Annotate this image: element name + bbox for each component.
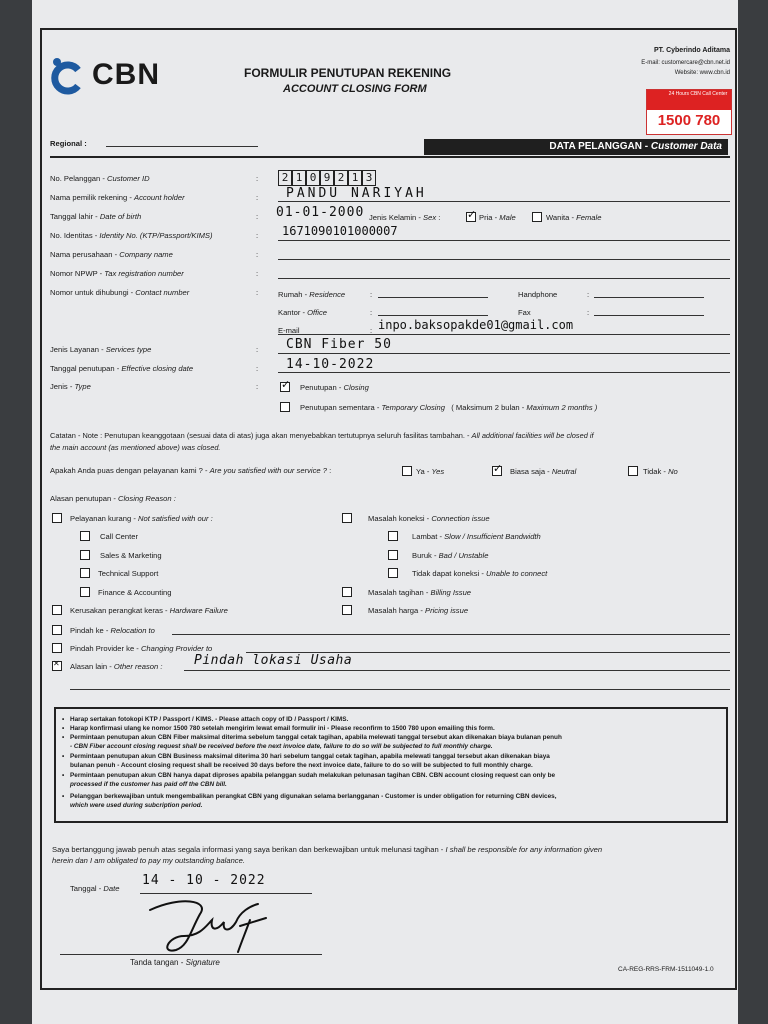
temp-closing-label: Penutupan sementara - Temporary Closing ( Maksimum 2 bulan - Maximum 2 months ) xyxy=(300,403,598,412)
customer-id-digit[interactable]: 1 xyxy=(348,170,362,186)
dob-value[interactable]: 01-01-2000 xyxy=(276,205,365,220)
npwp-label: Nomor NPWP - Tax registration number xyxy=(50,269,184,278)
satisfied-no-checkbox[interactable] xyxy=(628,466,638,476)
customer-id-digit[interactable]: 9 xyxy=(320,170,334,186)
fax-label: Fax xyxy=(518,308,531,317)
reason-unstable-label: Buruk - Bad / Unstable xyxy=(412,551,489,560)
instruction-item-cont: processed if the customer has paid off the CBN bill. xyxy=(70,781,227,788)
customer-id-label: No. Pelanggan - Customer ID xyxy=(50,174,150,183)
hotline-badge xyxy=(646,89,732,135)
statement-text: Saya bertanggung jawab penuh atas segala informasi yang saya berikan dan berkewajiban untuk melunasi tagihan - I shall be responsible for any information given xyxy=(52,845,603,854)
reason-service-checkbox[interactable] xyxy=(52,513,62,523)
instruction-item: • Harap konfirmasi ulang ke nomor 1500 780 setelah mengirim lewat email formulir ini - Please reconfirm to 1500 780 upon emailing this form. xyxy=(70,725,495,733)
customer-id-digit[interactable]: 2 xyxy=(278,170,292,186)
male-checkbox[interactable] xyxy=(466,212,476,222)
id-value[interactable]: 1671090101000007 xyxy=(282,224,398,238)
closing-checkbox[interactable] xyxy=(280,382,290,392)
note-text-en: the main account (as mentioned above) was closed. xyxy=(50,443,221,452)
reason-callcenter-label: Call Center xyxy=(100,532,138,541)
section-divider xyxy=(50,156,730,158)
instruction-item-cont: - CBN Fiber account closing request shall be received before the next invoice date, failure to do so will be subjected to full monthly charge. xyxy=(70,743,493,750)
regional-line xyxy=(106,146,258,147)
instruction-item: • Permintaan penutupan akun CBN Fiber maksimal diterima sebelum tanggal cetak tagihan, apabila melewati tanggal tersebut akan dikenakan biaya bulanan penuh xyxy=(70,734,562,742)
hotline-number: 1500 780 xyxy=(657,112,721,129)
handphone-label: Handphone xyxy=(518,290,558,299)
reason-other-value[interactable]: Pindah lokasi Usaha xyxy=(194,653,353,668)
satisfied-neutral-checkbox[interactable] xyxy=(492,466,502,476)
customer-id-digit[interactable]: 0 xyxy=(306,170,320,186)
relocation-field[interactable] xyxy=(172,634,730,635)
statement-text-en: herein dan I am obligated to pay my outstanding balance. xyxy=(52,856,245,865)
instruction-item: • Pelanggan berkewajiban untuk mengembalikan perangkat CBN yang digunakan selama berlangganan - Customer is under obligation for returning CBN devices, xyxy=(70,793,557,801)
reason-service-label: Pelayanan kurang - Not satisfied with our : xyxy=(70,514,213,523)
male-label: Pria - Male xyxy=(479,213,516,222)
company-website: Website: www.cbn.id xyxy=(674,70,730,76)
reason-relocation-checkbox[interactable] xyxy=(52,625,62,635)
note-text: Catatan - Note : Penutupan keanggotaan (sesuai data di atas) juga akan menyebabkan tertutupnya seluruh fasilitas tambahan. - All additional facilities will be closed if xyxy=(50,431,594,440)
reason-connection-label: Masalah koneksi - Connection issue xyxy=(368,514,490,523)
reason-billing-label: Masalah tagihan - Billing Issue xyxy=(368,588,472,597)
female-label: Wanita - Female xyxy=(546,213,602,222)
reason-sales-checkbox[interactable] xyxy=(80,550,90,560)
reason-provider-label: Pindah Provider ke - Changing Provider to xyxy=(70,644,213,653)
reason-unstable-checkbox[interactable] xyxy=(388,550,398,560)
closing-date-label: Tanggal penutupan - Effective closing date xyxy=(50,364,194,373)
signature-mark[interactable] xyxy=(140,896,280,956)
satisfied-neutral-label: Biasa saja - Neutral xyxy=(510,467,577,476)
reasons-header: Alasan penutupan - Closing Reason : xyxy=(50,494,176,503)
satisfied-yes-label: Ya - Yes xyxy=(416,467,445,476)
reason-finance-label: Finance & Accounting xyxy=(98,588,172,597)
hotline-label: 24 Hours CBN Call Center xyxy=(647,90,731,110)
reason-pricing-checkbox[interactable] xyxy=(342,605,352,615)
reason-finance-checkbox[interactable] xyxy=(80,587,90,597)
type-label: Jenis - Type xyxy=(50,382,91,391)
reason-pricing-label: Masalah harga - Pricing issue xyxy=(368,606,469,615)
npwp-field[interactable] xyxy=(278,278,730,279)
reason-tech-label: Technical Support xyxy=(98,569,159,578)
regional-label: Regional : xyxy=(50,139,87,148)
company-name: PT. Cyberindo Aditama xyxy=(654,47,730,54)
email-label: E-mail xyxy=(278,326,300,335)
sign-date-label: Tanggal - Date xyxy=(70,884,120,893)
closing-label: Penutupan - Closing xyxy=(300,383,369,392)
closing-date-value[interactable]: 14-10-2022 xyxy=(286,357,375,372)
instruction-item: • Harap sertakan fotokopi KTP / Passport / KIMS. - Please attach copy of ID / Passport / KIMS. xyxy=(70,716,348,724)
handphone-field[interactable] xyxy=(594,297,704,298)
temp-closing-checkbox[interactable] xyxy=(280,402,290,412)
service-value[interactable]: CBN Fiber 50 xyxy=(286,337,392,352)
sign-date-value[interactable]: 14 - 10 - 2022 xyxy=(142,873,266,888)
home-label: Rumah - Residence xyxy=(278,290,346,299)
dob-label: Tanggal lahir - Date of birth xyxy=(50,212,142,221)
email-value[interactable]: inpo.baksopakde01@gmail.com xyxy=(378,318,574,332)
customer-id-digit[interactable]: 1 xyxy=(292,170,306,186)
signature-label: Tanda tangan - Signature xyxy=(130,958,220,967)
reason-slow-checkbox[interactable] xyxy=(388,531,398,541)
home-field[interactable] xyxy=(378,297,488,298)
sex-label: Jenis Kelamin - Sex : xyxy=(369,213,441,222)
reason-noconnect-label: Tidak dapat koneksi - Unable to connect xyxy=(412,569,548,578)
company-field[interactable] xyxy=(278,259,730,260)
reason-noconnect-checkbox[interactable] xyxy=(388,568,398,578)
section-header: DATA PELANGGAN - Customer Data xyxy=(424,139,728,155)
instruction-item-cont: which were used during subcription period. xyxy=(70,802,203,809)
office-label: Kantor - Office xyxy=(278,308,327,317)
holder-label: Nama pemilik rekening - Account holder xyxy=(50,193,185,202)
company-email: E-mail: customercare@cbn.net.id xyxy=(641,60,730,66)
form-title-en: ACCOUNT CLOSING FORM xyxy=(283,83,427,95)
instruction-item: • Permintaan penutupan akun CBN hanya dapat diproses apabila pelanggan sudah melakukan pelunasan tagihan CBN. CBN account closing request can only be xyxy=(70,772,555,780)
reason-provider-checkbox[interactable] xyxy=(52,643,62,653)
instruction-item-cont: bulanan penuh - Account closing request shall be received 30 days before the next invoice date, failure to do so will be subjected to full monthly charge. xyxy=(70,762,533,769)
fax-field[interactable] xyxy=(594,315,704,316)
customer-id-digit[interactable]: 3 xyxy=(362,170,376,186)
id-label: No. Identitas - Identity No. (KTP/Passport/KIMS) xyxy=(50,231,213,240)
reason-hardware-checkbox[interactable] xyxy=(52,605,62,615)
contact-label: Nomor untuk dihubungi - Contact number xyxy=(50,288,190,297)
reason-callcenter-checkbox[interactable] xyxy=(80,531,90,541)
satisfaction-question: Apakah Anda puas dengan pelayanan kami ? - Are you satisfied with our service ? : xyxy=(50,466,332,475)
form-code: CA-REG-RRS-FRM-1511049-1.0 xyxy=(618,966,714,973)
reason-connection-checkbox[interactable] xyxy=(342,513,352,523)
instruction-item: • Permintaan penutupan akun CBN Business maksimal diterima 30 hari sebelum tanggal cetak tagihan, apabila melewati tanggal tersebut akan dikenakan biaya xyxy=(70,753,550,761)
reason-tech-checkbox[interactable] xyxy=(80,568,90,578)
company-label: Nama perusahaan - Company name xyxy=(50,250,173,259)
satisfied-yes-checkbox[interactable] xyxy=(402,466,412,476)
logo-text: CBN xyxy=(92,58,160,91)
reason-slow-label: Lambat - Slow / Insufficient Bandwidth xyxy=(412,532,541,541)
reason-billing-checkbox[interactable] xyxy=(342,587,352,597)
office-field[interactable] xyxy=(378,315,488,316)
female-checkbox[interactable] xyxy=(532,212,542,222)
reason-other-label: Alasan lain - Other reason : xyxy=(70,662,163,671)
service-label: Jenis Layanan - Services type xyxy=(50,345,152,354)
reason-hardware-label: Kerusakan perangkat keras - Hardware Failure xyxy=(70,606,228,615)
form-title: FORMULIR PENUTUPAN REKENING xyxy=(244,66,452,80)
cbn-logo-mark xyxy=(48,56,88,96)
customer-id-digit[interactable]: 2 xyxy=(334,170,348,186)
reason-other-checkbox[interactable] xyxy=(52,661,62,671)
holder-value[interactable]: PANDU NARIYAH xyxy=(286,186,427,201)
reason-relocation-label: Pindah ke - Relocation to xyxy=(70,626,155,635)
satisfied-no-label: Tidak - No xyxy=(643,467,678,476)
reason-sales-label: Sales & Marketing xyxy=(100,551,162,560)
